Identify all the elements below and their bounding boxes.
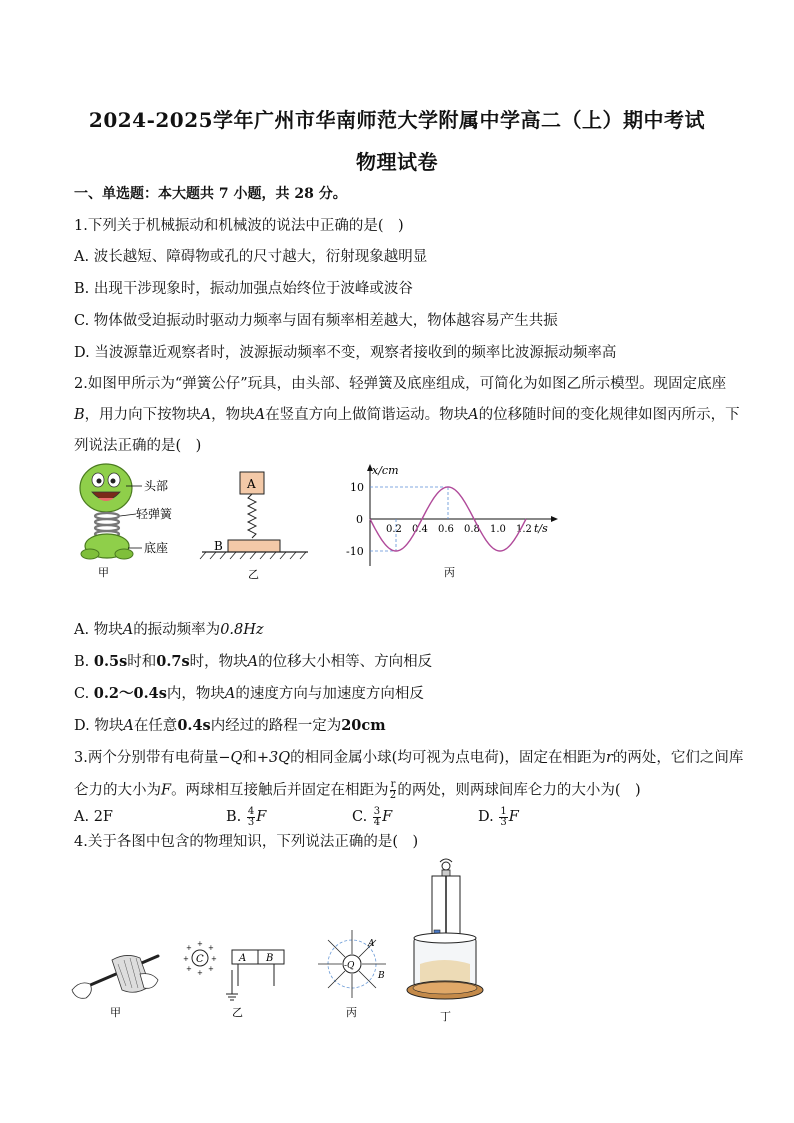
model-spring (248, 494, 256, 538)
svg-text:+: + (197, 940, 203, 948)
q1-option-b: B. 出现干涉现象时，振动加强点始终位于波峰或波谷 (74, 281, 413, 297)
figure-q4-yi (178, 936, 298, 1020)
x-tick-0.4: 0.4 (412, 524, 428, 535)
figure-q4-ding (404, 856, 488, 1024)
q1-stem: 1.下列关于机械振动和机械波的说法中正确的是( ) (74, 218, 404, 234)
svg-text:+: + (197, 969, 203, 977)
x-tick-1.0: 1.0 (490, 524, 506, 535)
figure-q4-jia (66, 940, 170, 1020)
fraction-r-over-2: $\frac{r}{2}$ (389, 779, 397, 801)
caption-yi: 乙 (248, 568, 259, 581)
label-point-a: A (368, 939, 375, 949)
q4-caption-yi: 乙 (232, 1006, 243, 1019)
block-a-label: A (247, 477, 256, 491)
x-tick-0.8: 0.8 (464, 524, 480, 535)
label-spring: 轻弹簧 (136, 507, 173, 521)
label-point-b: B (378, 971, 385, 981)
svg-text:+: + (186, 965, 192, 973)
q1-option-c: C. 物体做受迫振动时驱动力频率与固有频率相差越大，物体越容易产生共振 (74, 313, 558, 329)
label-c: C (196, 954, 204, 965)
y-tick-neg10: -10 (346, 545, 364, 558)
q2-option-b: B. 0.5s时和0.7s时，物块A的位移大小相等、方向相反 (74, 653, 433, 670)
q3-stem-line2: 仑力的大小为F。两球相互接触后并固定在相距为 $\frac{r}{2}$ 的两处，则两球间库仑力的大小为( ) (74, 779, 641, 801)
x-tick-1.2: 1.2 (516, 524, 532, 535)
q3-option-a: A. 2F (74, 809, 113, 825)
q2-stem-line2: B，用力向下按物块A，物块A在竖直方向上做简谐运动。物块A的位移随时间的变化规律如图丙所示，下 (74, 407, 740, 423)
q4-stem: 4.关于各图中包含的物理知识，下列说法正确的是( ) (74, 834, 419, 850)
q2-option-d: D. 物块A在任意0.4s内经过的路程一定为20cm (74, 717, 386, 734)
q2-stem-line3: 列说法正确的是( ) (74, 438, 202, 454)
label-a: A (239, 953, 247, 964)
q2-option-c: C. 0.2～0.4s内，物块A的速度方向与加速度方向相反 (74, 685, 424, 702)
caption-jia: 甲 (98, 566, 109, 579)
q4-caption-jia: 甲 (110, 1006, 121, 1019)
label-head: 头部 (144, 479, 169, 493)
y-tick-0: 0 (356, 513, 363, 526)
svg-text:+: + (208, 944, 214, 952)
q1-option-a: A. 波长越短、障碍物或孔的尺寸越大，衍射现象越明显 (74, 249, 428, 265)
x-tick-0.6: 0.6 (438, 524, 454, 535)
svg-text:+: + (186, 944, 192, 952)
x-axis-label: t/s (534, 522, 548, 535)
q1-option-d: D. 当波源靠近观察者时，波源振动频率不变，观察者接收到的频率比波源振动频率高 (74, 345, 617, 361)
figure-spring-model (196, 464, 316, 582)
label-b: B (266, 953, 274, 964)
q2-option-a: A. 物块A的振动频率为0.8Hz (74, 622, 264, 638)
hand-left (72, 983, 91, 998)
caption-bing: 丙 (444, 566, 455, 579)
y-tick-10: 10 (350, 481, 364, 494)
block-b (228, 540, 280, 552)
figure-xt-graph (336, 462, 566, 582)
svg-text:+: + (211, 955, 217, 963)
q2-stem-line1: 2.如图甲所示为“弹簧公仔”玩具，由头部、轻弹簧及底座组成，可简化为如图乙所示模型。现固定底座 (74, 376, 727, 392)
q4-caption-ding: 丁 (440, 1010, 451, 1023)
figure-q4-bing (306, 928, 402, 1020)
y-axis-label: x/cm (372, 464, 399, 477)
q4-caption-bing: 丙 (346, 1006, 357, 1019)
q3-option-d: D. $\frac{1}{3}$ F (478, 805, 519, 828)
section-heading: 一、单选题：本大题共 7 小题，共 28 分。 (74, 186, 347, 202)
q3-option-b: B. $\frac{4}{3}$ F (226, 805, 267, 828)
svg-text:+: + (183, 955, 189, 963)
ground-hatch (200, 552, 306, 559)
label-neg-q: -Q (344, 961, 355, 971)
figure-spring-toy (70, 462, 210, 582)
block-b-label: B (214, 539, 223, 553)
exam-subtitle: 物理试卷 (356, 150, 438, 174)
exam-title: 2024-2025学年广州市华南师范大学附属中学高二（上）期中考试 (88, 108, 706, 132)
svg-text:+: + (208, 965, 214, 973)
label-base: 底座 (144, 541, 169, 555)
q3-option-c: C. $\frac{3}{4}$ F (352, 805, 393, 828)
x-tick-0.2: 0.2 (386, 524, 402, 535)
q3-stem-line1: 3.两个分别带有电荷量−Q和+3Q的相同金属小球(均可视为点电荷)，固定在相距为r的两处，它们之间库 (74, 750, 744, 766)
toy-head (80, 464, 132, 512)
